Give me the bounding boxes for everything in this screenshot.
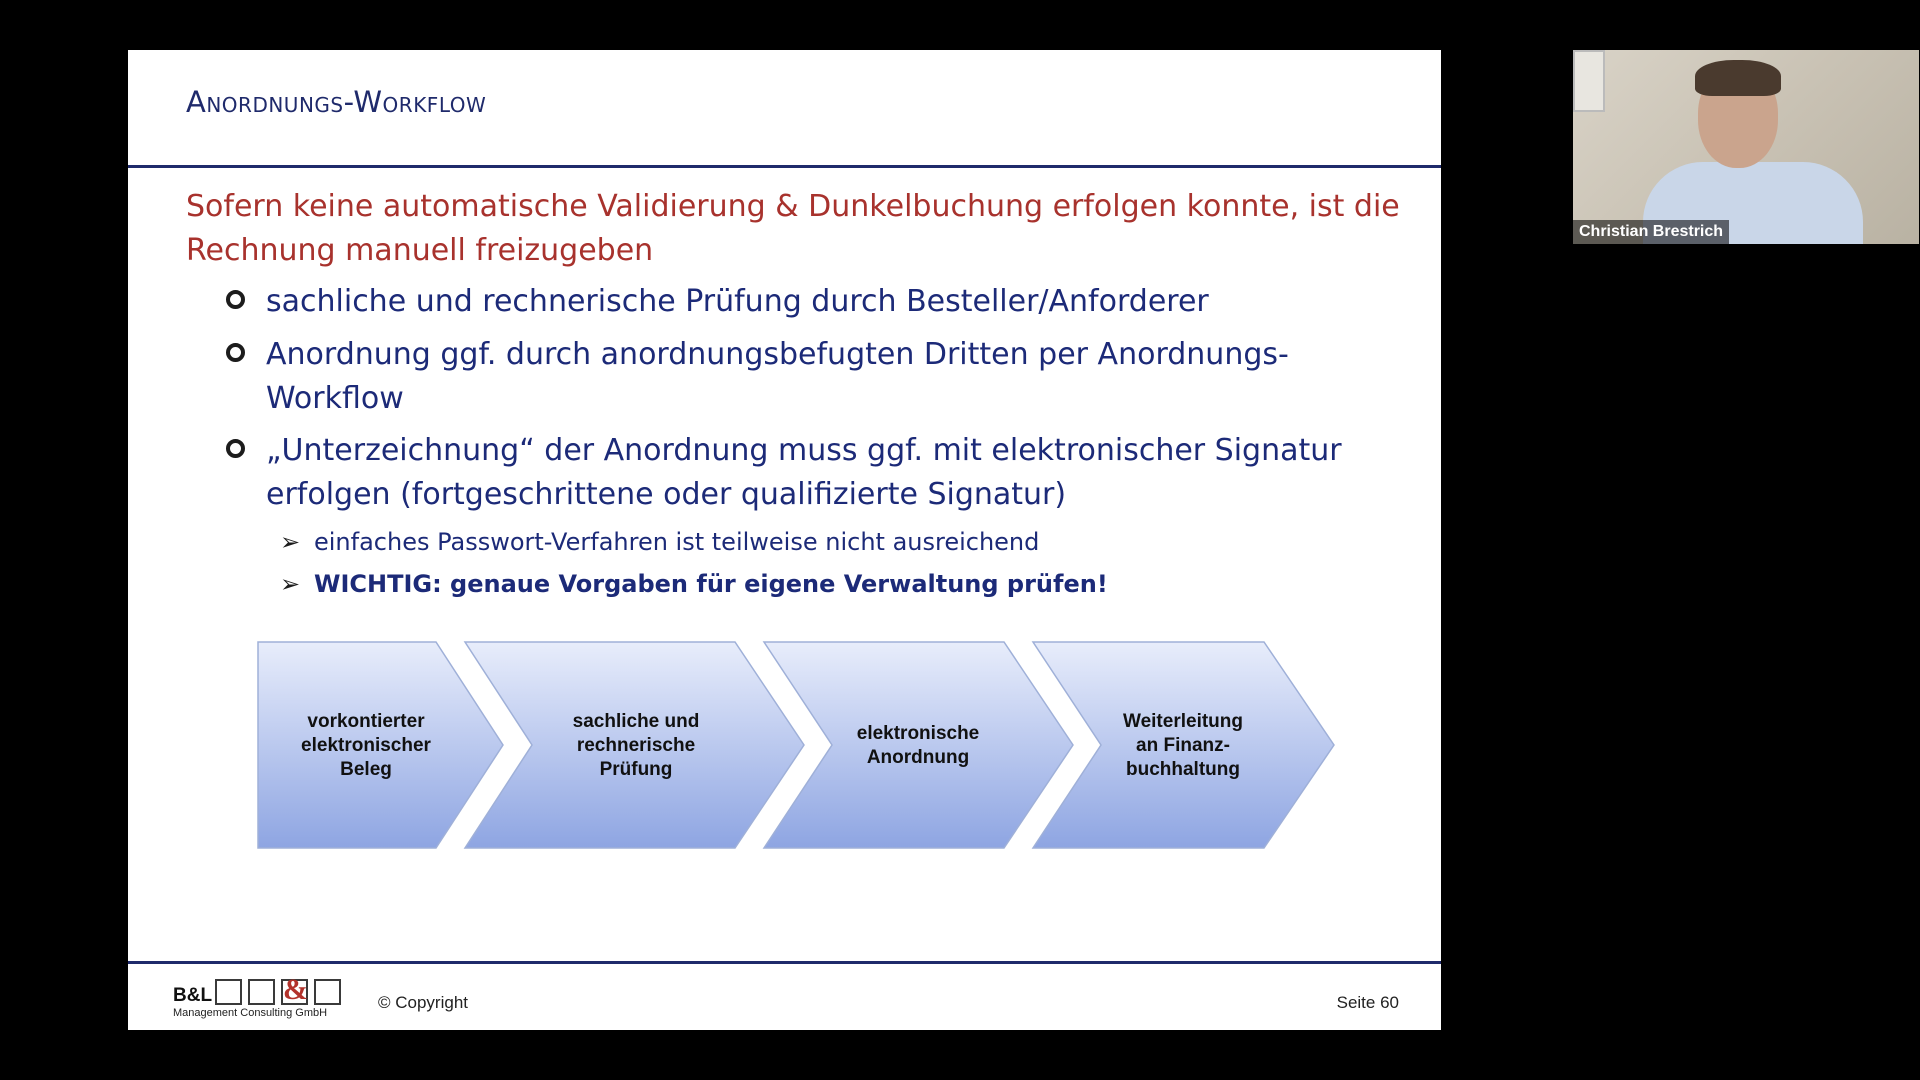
- company-logo: [173, 975, 348, 1020]
- bullet-text: Anordnung ggf. durch anordnungsbefugten Dritten per Anordnungs-Workflow: [266, 337, 1289, 416]
- arrow-bullet-icon: ➢: [280, 528, 301, 556]
- participant-video-tile[interactable]: [1573, 50, 1919, 244]
- footer-divider: [128, 961, 1441, 964]
- process-step-3-label: elektronische Anordnung: [856, 723, 980, 768]
- bullet-text: „Unterzeichnung“ der Anordnung muss ggf. mit elektronischer Signatur erfolgen (fortgeschrittene oder qualifizierte Signatur): [266, 433, 1342, 512]
- page-number: Seite 60: [1336, 993, 1399, 1012]
- logo-box: [215, 979, 242, 1005]
- sub-bullet-text: WICHTIG: genaue Vorgaben für eigene Verwaltung prüfen!: [314, 570, 1108, 598]
- logo-box: [248, 979, 275, 1005]
- process-step-4-label: Weiterleitung an Finanz- buchhaltung: [1123, 711, 1243, 780]
- copyright-notice: © Copyright: [378, 993, 469, 1012]
- logo-text: B&L: [173, 985, 213, 1006]
- participant-name-label: Christian Brestrich: [1573, 220, 1729, 244]
- logo-ampersand: &: [283, 973, 308, 1006]
- logo-box: [314, 979, 341, 1005]
- bullet-text: sachliche und rechnerische Prüfung durch Besteller/Anforderer: [266, 284, 1209, 319]
- participant-hair: [1695, 60, 1781, 96]
- process-step-1-label: vorkontierter elektronischer Beleg: [301, 711, 431, 780]
- slide-title: Anordnungs-Workflow: [186, 85, 487, 119]
- arrow-bullet-icon: ➢: [280, 570, 301, 598]
- process-step-2-label: sachliche und rechnerische Prüfung: [572, 711, 700, 780]
- process-flow: [128, 50, 1441, 1030]
- wall-picture: [1573, 50, 1605, 112]
- lead-text: Sofern keine automatische Validierung & Dunkelbuchung erfolgen konnte, ist die Rechnung manuell freizugeben: [186, 189, 1400, 268]
- logo-subtitle: Management Consulting GmbH: [173, 1007, 328, 1019]
- sub-bullet-text: einfaches Passwort-Verfahren ist teilweise nicht ausreichend: [314, 528, 1040, 556]
- presentation-slide: [128, 50, 1441, 1030]
